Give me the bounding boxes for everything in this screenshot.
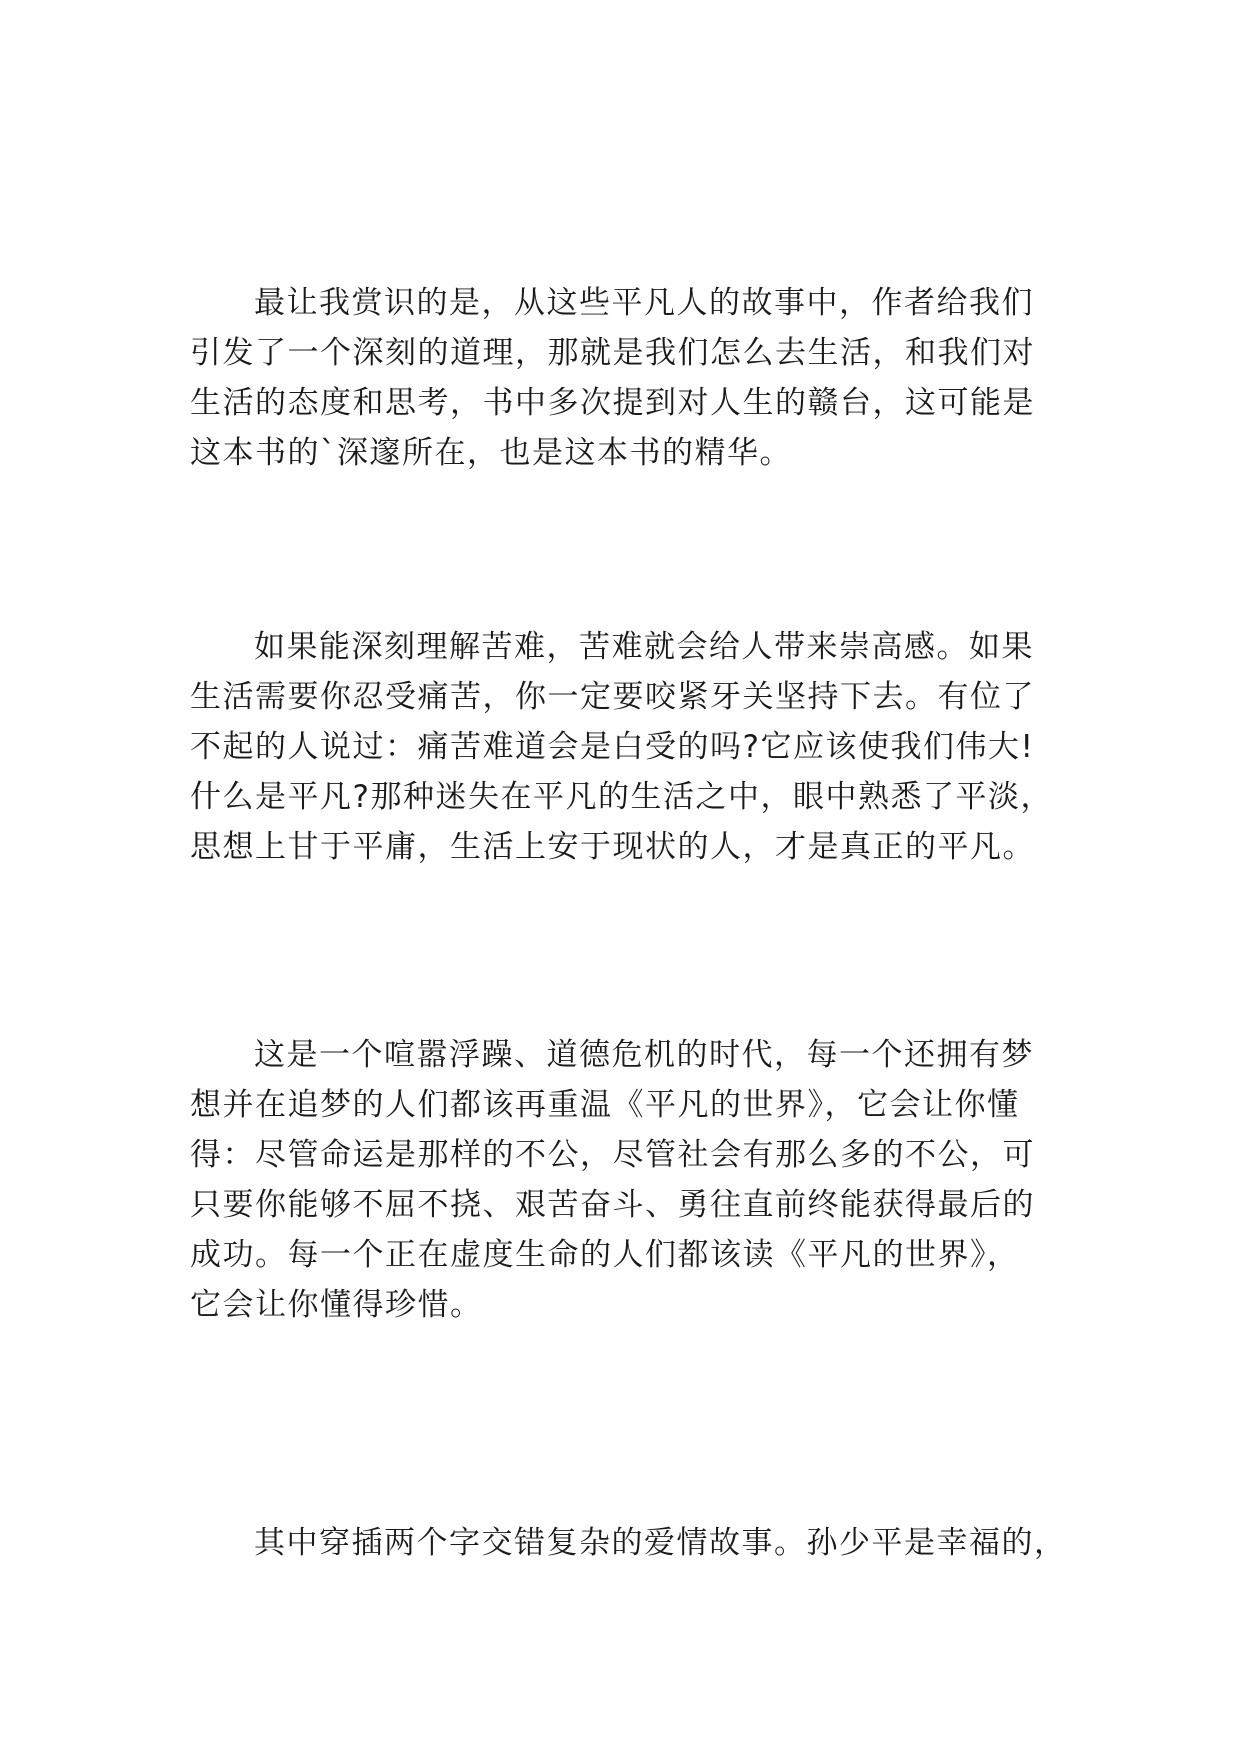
- paragraph-line: 生活的态度和思考，书中多次提到对人生的赣台，这可能是: [190, 385, 1035, 421]
- paragraph-2: [190, 622, 1070, 872]
- paragraph-line: 成功。每一个正在虚度生命的人们都该读《平凡的世界》，: [190, 1237, 1020, 1273]
- paragraph-line: 其中穿插两个字交错复杂的爱情故事。孙少平是幸福的，: [254, 1525, 1067, 1561]
- paragraph-3: [190, 1030, 1070, 1330]
- paragraph-4: [190, 1518, 1070, 1568]
- paragraph-line: 引发了一个深刻的道理，那就是我们怎么去生活，和我们对: [190, 335, 1035, 371]
- paragraph-line: 它会让你懂得珍惜。: [190, 1287, 483, 1323]
- paragraph-line: 想并在追梦的人们都该再重温《平凡的世界》，它会让你懂: [190, 1087, 1020, 1123]
- paragraph-line: 思想上甘于平庸，生活上安于现状的人，才是真正的平凡。: [190, 829, 1035, 865]
- paragraph-line: 最让我赏识的是，从这些平凡人的故事中，作者给我们: [254, 285, 1034, 321]
- paragraph-line: 只要你能够不屈不挠、艰苦奋斗、勇往直前终能获得最后的: [190, 1187, 1035, 1223]
- paragraph-line: 如果能深刻理解苦难，苦难就会给人带来崇高感。如果: [254, 629, 1034, 665]
- paragraph-line: 这是一个喧嚣浮躁、道德危机的时代，每一个还拥有梦: [254, 1037, 1034, 1073]
- paragraph-line: 不起的人说过：痛苦难道会是白受的吗?它应该使我们伟大!: [190, 729, 1035, 765]
- paragraph-line: 这本书的`深邃所在，也是这本书的精华。: [190, 435, 792, 471]
- paragraph-line: 什么是平凡?那种迷失在平凡的生活之中，眼中熟悉了平淡，: [190, 779, 1053, 815]
- paragraph-line: 生活需要你忍受痛苦，你一定要咬紧牙关坚持下去。有位了: [190, 679, 1035, 715]
- paragraph-1: [190, 278, 1070, 478]
- paragraph-line: 得：尽管命运是那样的不公，尽管社会有那么多的不公，可: [190, 1137, 1035, 1173]
